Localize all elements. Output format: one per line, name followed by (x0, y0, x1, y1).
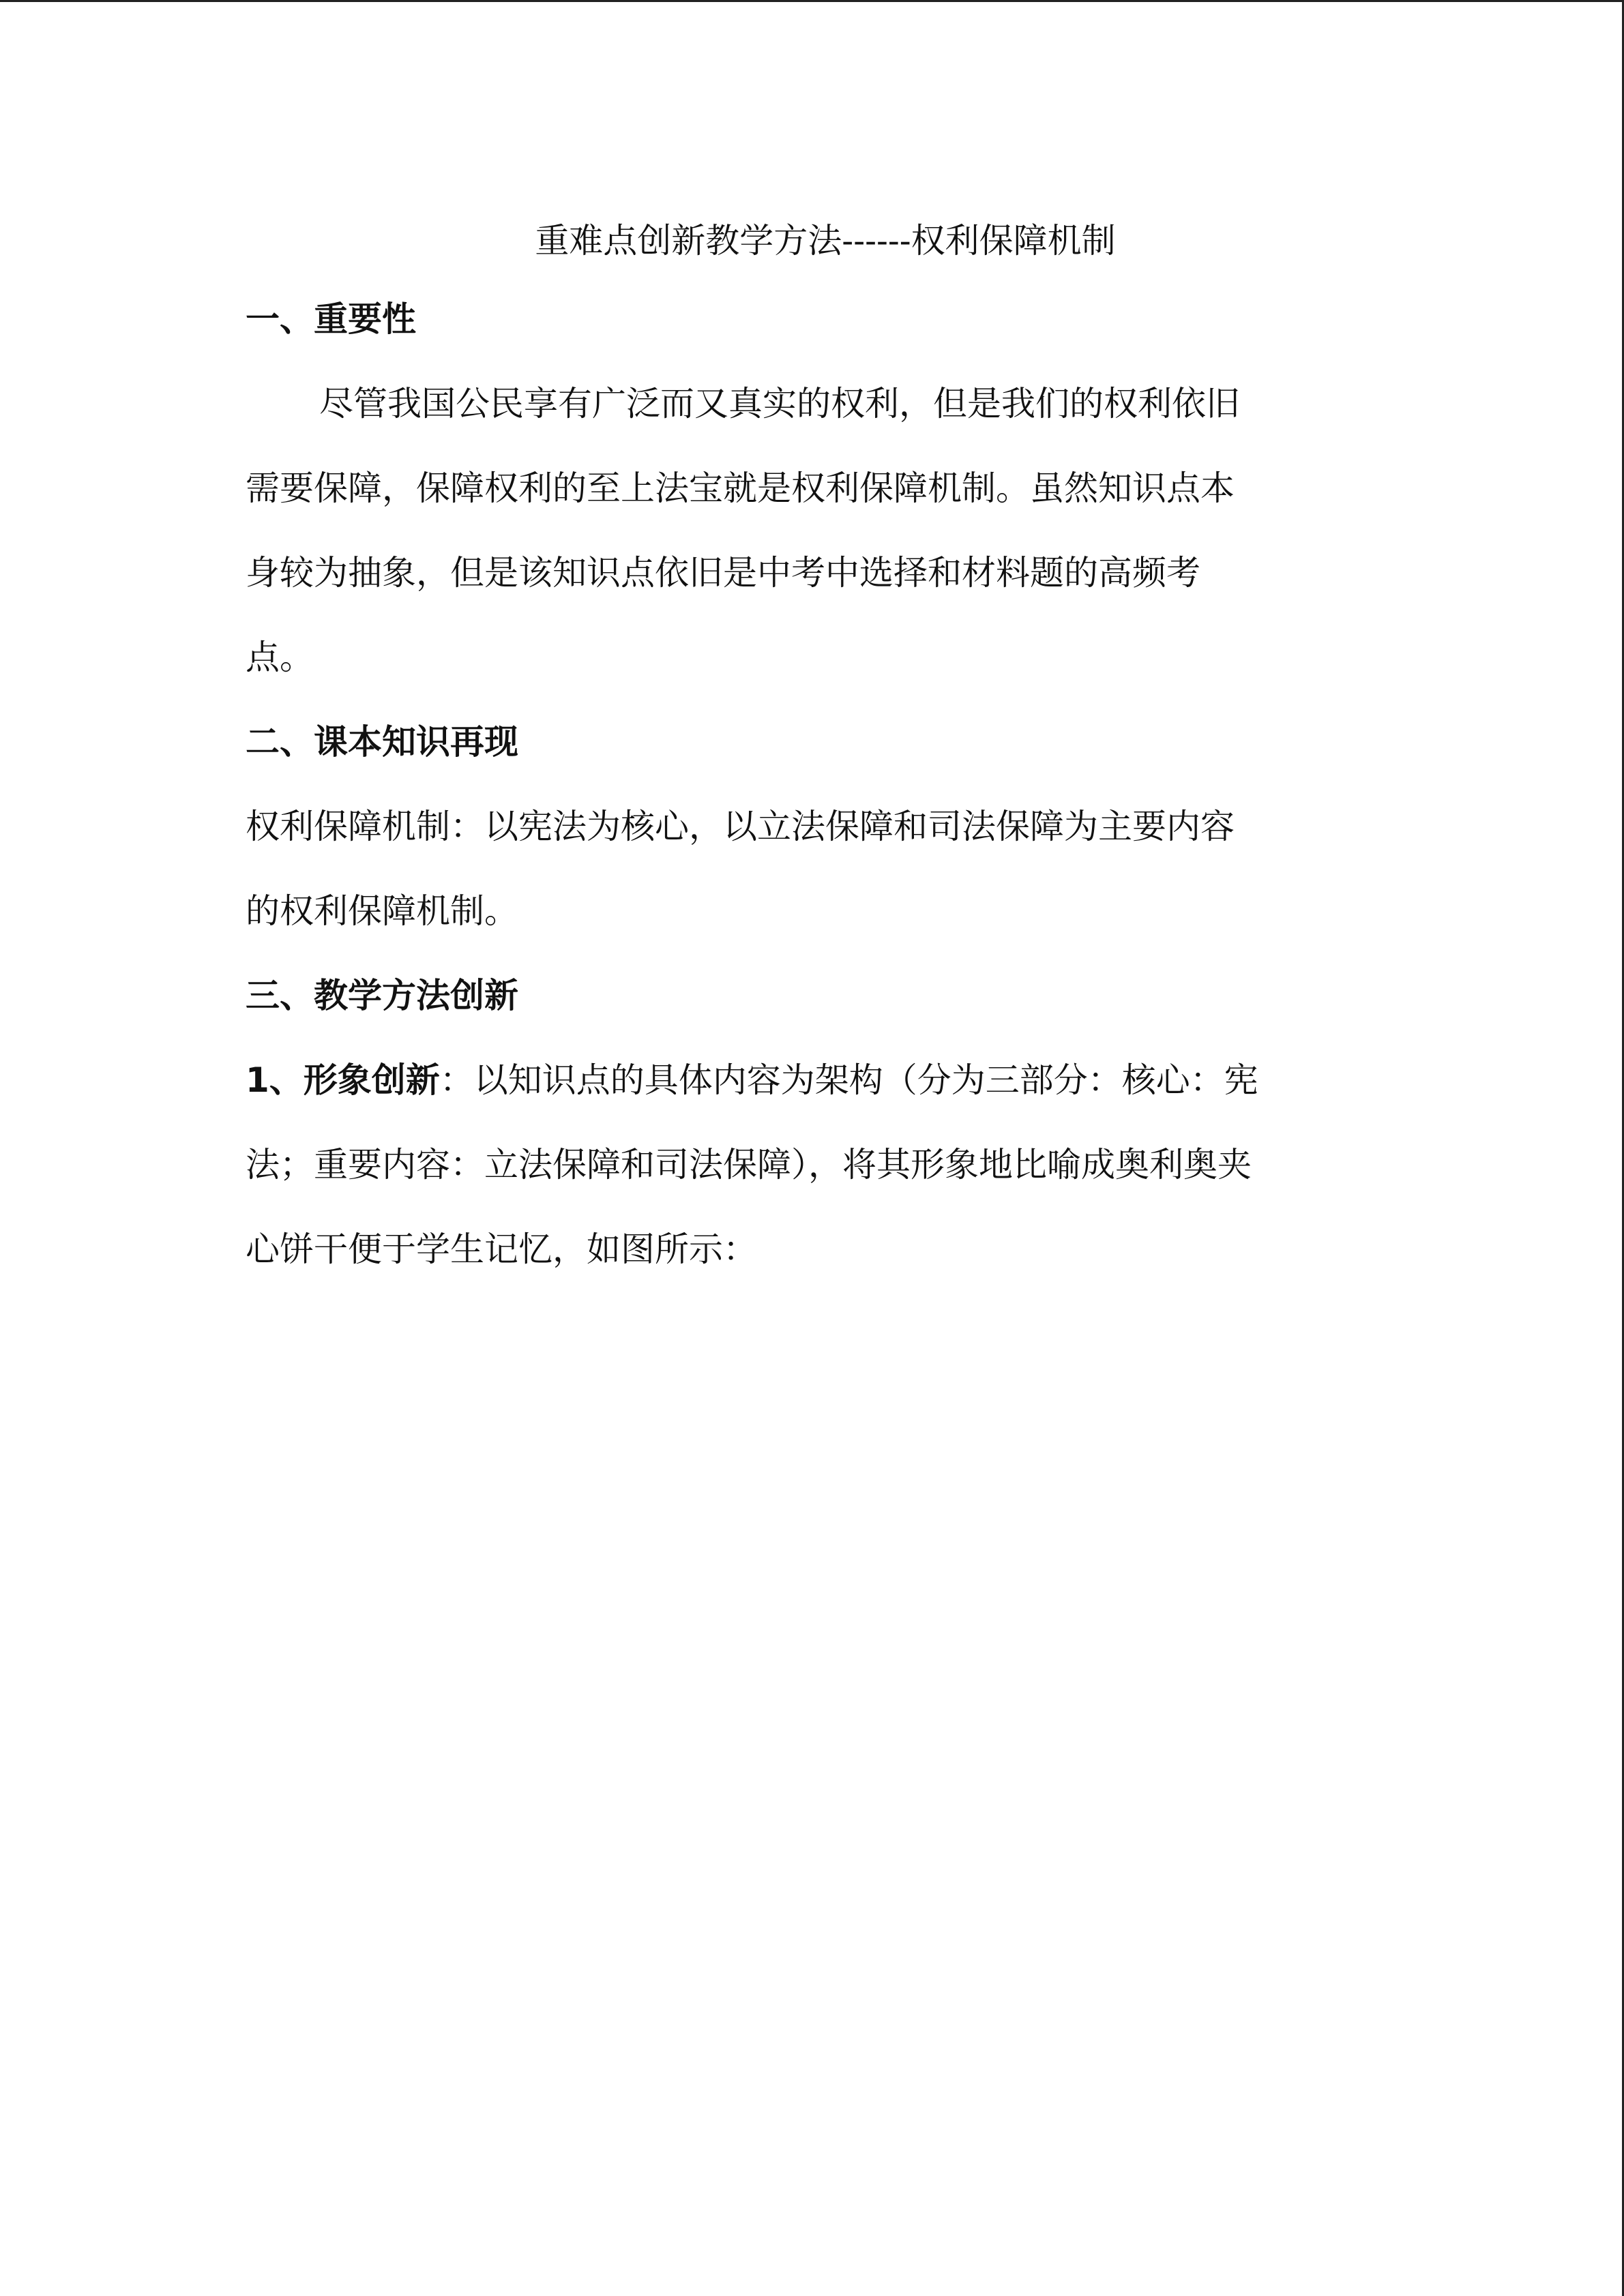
paragraph-line (246, 1038, 1378, 1122)
section-paragraph-method (246, 1038, 1378, 1292)
section-heading-importance: 一、重要性 (246, 299, 416, 339)
document-body (246, 205, 1378, 1292)
paragraph-line: 心饼干便于学生记忆，如图所示： (246, 1229, 757, 1269)
paragraph-line: 尽管我国公民享有广泛而又真实的权利，但是我们的权利依旧 (319, 384, 1240, 423)
paragraph-line: 权利保障机制：以宪法为核心，以立法保障和司法保障为主要内容 (246, 807, 1235, 846)
paragraph-line: 的权利保障机制。 (246, 891, 518, 931)
paragraph-line: 法；重要内容：立法保障和司法保障），将其形象地比喻成奥利奥夹 (246, 1145, 1252, 1184)
section-paragraph-importance (246, 361, 1378, 700)
item-lead-text: ：以知识点的具体内容为架构（分为三部分：核心：宪 (439, 1060, 1258, 1100)
document-title: 重难点创新教学方法------权利保障机制 (535, 221, 1116, 260)
item-lead-label: 1、形象创新 (246, 1060, 440, 1100)
section-paragraph-textbook (246, 784, 1378, 953)
section-heading-textbook: 二、课本知识再现 (246, 722, 518, 762)
paragraph-line: 需要保障，保障权利的至上法宝就是权利保障机制。虽然知识点本 (246, 468, 1235, 508)
section-heading-method: 三、教学方法创新 (246, 976, 518, 1015)
page-border-top (0, 0, 1624, 2)
paragraph-line: 点。 (246, 638, 314, 677)
paragraph-line: 身较为抽象，但是该知识点依旧是中考中选择和材料题的高频考 (246, 553, 1200, 593)
